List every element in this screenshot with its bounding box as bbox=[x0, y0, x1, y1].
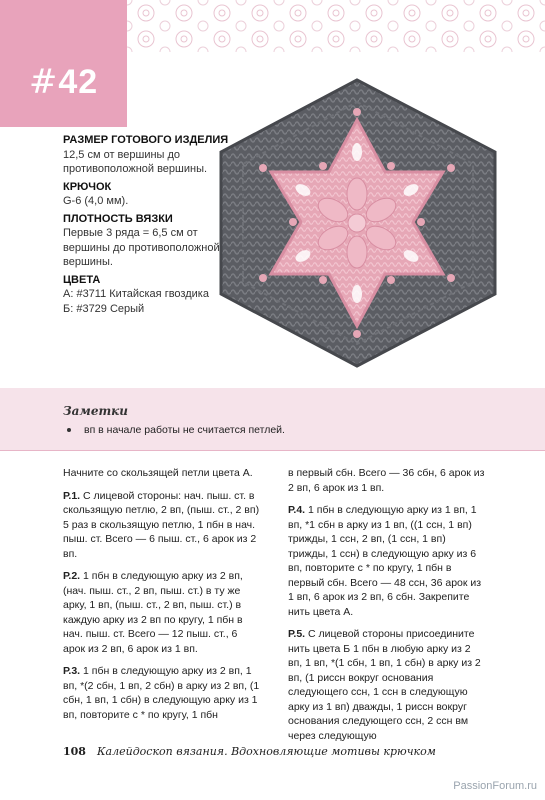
instructions-left-column bbox=[63, 466, 261, 730]
book-title: Калейдоскоп вязания. Вдохновляющие мотивы крючком bbox=[97, 745, 436, 758]
crochet-motif-image bbox=[215, 72, 500, 372]
bullet-icon bbox=[67, 428, 71, 432]
page-number: 108 bbox=[63, 745, 86, 758]
watermark: PassionForum.ru bbox=[453, 780, 537, 792]
row-5: Р.5. С лицевой стороны присоедините нить цвета Б 1 пбн в любую арку из 2 вп, 1 вп, *(1 сбн, 1 вп, 1 сбн) в арку из 2 вп, (1 риссн вокруг основания следующего ссн, 1 ссн в следующую арку из 1 вп) дважды, 1 риссн вокруг основания следующего ссн, 2 ссн вм через следующую bbox=[288, 628, 481, 742]
hook-heading: КРЮЧОК bbox=[63, 180, 112, 193]
size-text: 12,5 см от вершины до противоположной вершины. bbox=[63, 148, 208, 175]
row-4: Р.4. 1 пбн в следующую арку из 1 вп, 1 вп, *1 сбн в арку из 1 вп, ((1 ссн, 1 вп) трижды, 1 ссн, 2 вп, (1 ссн, 1 вп) трижды, 1 ссн) в следующую арку из 6 вп, повторите с * по кругу, 1 пбн в первый сбн. Всего — 48 ссн, 36 арок из 1 вп, 6 арок из 2 вп, 6 сбн. Закрепите нить цвета А. bbox=[288, 504, 482, 618]
row-1: Р.1. С лицевой стороны: нач. пыш. ст. в скользящую петлю, 2 вп, (пыш. ст., 2 вп) 5 раз в скользящую петлю, 1 пбн в нач. пыш. ст. Всего — 6 пыш. ст., 6 арок из 2 вп. bbox=[63, 489, 260, 560]
size-heading: РАЗМЕР ГОТОВОГО ИЗДЕЛИЯ bbox=[63, 134, 229, 146]
notes-divider bbox=[0, 450, 545, 451]
pattern-number: #42 bbox=[28, 62, 99, 102]
color-b: Б: #3729 Серый bbox=[63, 302, 145, 315]
row-3: Р.3. 1 пбн в следующую арку из 2 вп, 1 вп, *(2 сбн, 1 вп, 2 сбн) в арку из 2 вп, (1 сбн, 1 вп, 1 сбн) в следующую арку из 1 вп, повторите с * по кругу, 1 пбн bbox=[63, 665, 260, 721]
notes-panel bbox=[0, 388, 545, 450]
lace-header-pattern bbox=[127, 0, 545, 52]
instructions-right-column bbox=[288, 466, 486, 751]
page-footer bbox=[63, 745, 436, 758]
row-3-continued: в первый сбн. Всего — 36 сбн, 6 арок из 2 вп, 6 арок из 1 вп. bbox=[288, 467, 485, 494]
colors-heading: ЦВЕТА bbox=[63, 273, 101, 286]
color-a: А: #3711 Китайская гвоздика bbox=[63, 288, 209, 300]
hook-text: G-6 (4,0 мм). bbox=[63, 195, 129, 207]
notes-title: Заметки bbox=[63, 404, 129, 418]
gauge-heading: ПЛОТНОСТЬ ВЯЗКИ bbox=[63, 212, 173, 225]
row-2: Р.2. 1 пбн в следующую арку из 2 вп, (нач. пыш. ст., 2 вп, пыш. ст.) в ту же арку, 1 вп, (пыш. ст., 2 вп, пыш. ст.) в каждую арку из 2 вп по кругу, 1 пбн в нач. пыш. ст. Всего — 12 пыш. ст., 6 арок из 2 вп, 6 арок из 1 вп. bbox=[63, 570, 243, 655]
pattern-number-badge bbox=[0, 0, 127, 127]
gauge-text: Первые 3 ряда = 6,5 см от вершины до противоположной вершины. bbox=[63, 227, 220, 268]
intro-text: Начните со скользящей петли цвета А. bbox=[63, 467, 253, 479]
notes-list-item: вп в начале работы не считается петлей. bbox=[67, 424, 285, 436]
